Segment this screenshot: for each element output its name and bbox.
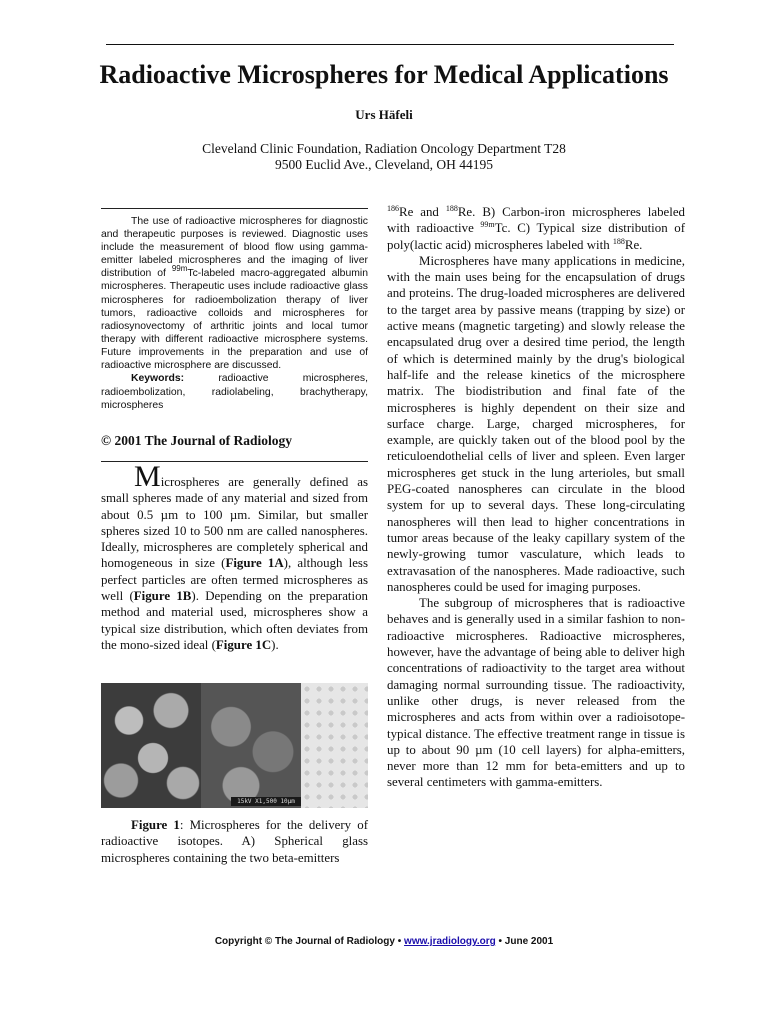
intro-paragraph <box>101 459 368 653</box>
abstract-top-rule <box>101 208 368 209</box>
figure-1-label: Figure 1 <box>131 818 180 833</box>
journal-website-link[interactable]: www.jradiology.org <box>404 936 496 947</box>
abstract-text-1: The use of radioactive microspheres for diagnostic and therapeutic purposes is reviewed. Diagnostic uses include the measurement of blood flow using gamma-emitter labeled microspheres and the imaging of liver distribution of <box>101 216 368 280</box>
cont-text-2: Re. B) Carbon-iron microspheres labeled with radioactive <box>387 205 685 236</box>
sup-188-b: 188 <box>612 236 625 246</box>
figure-1c-panel <box>301 683 368 808</box>
caption-continuation <box>387 204 685 253</box>
abstract-superscript: 99m <box>171 264 188 274</box>
intro-text-2: ), although less perfect particles are often termed microspheres as well ( <box>101 556 368 603</box>
footer-date: June 2001 <box>504 936 554 947</box>
para-2-text: The subgroup of microspheres that is radioactive behaves and is generally used in a similar fashion to non-radioactive microspheres. Radioactive microspheres, however, have the advantage of being able to deliver high concentrations of radioactivity to the target area without damaging normal surrounding tissue. The radioactivity, unlike other drugs, is never released from the microspheres and acts from within over a radioisotope-typical distance. The effective treatment range in tissue is up to about 90 µm (10 cell layers) for alpha-emitters, never more than 12 mm for beta-emitters and up to several centimeters with gamma-emitters. <box>387 596 686 790</box>
figure-1b-panel <box>201 683 301 808</box>
author-name: Urs Häfeli <box>355 107 413 122</box>
para-1-text: Microspheres have many applications in medicine, with the main uses being for the encapsulation of drugs and proteins. The drug-loaded microspheres are delivered to the target area by passive means (trapping by size) or active means (magnetic targeting) and slowly release the encapsulated drug over a desired time period, the length of which is determined mainly by the drug's biological half-life and the release kinetics of the microsphere matrix. The biodistribution and final fate of the microspheres is highly dependent on their size and surface charge. Large, charged microspheres, for example, are quickly taken out of the blood pool by the reticuloendothelial cells of liver and spleen. Even larger microspheres get stuck in the lung arterioles, but small PEG-coated nanospheres can circulate in the blood system for up to several days. These long-circulating nanospheres will then lead to higher concentrations in tumor areas because of the leaky capillary system of the newly-growing tumor vasculature, which leads to extravasation of the nanospheres. Made radioactive, such nanospheres could be used for imaging purposes. <box>387 253 685 594</box>
sup-99m: 99m <box>480 220 495 230</box>
figure-1a-ref[interactable]: Figure 1A <box>225 556 284 571</box>
affiliation-line-2: 9500 Euclid Ave., Cleveland, OH 44195 <box>275 157 493 172</box>
figure-1-caption-text: : Microspheres for the delivery of radioactive isotopes. A) Spherical glass microspheres containing the two beta-emitters <box>101 818 368 865</box>
keywords <box>101 372 368 413</box>
left-column <box>101 208 368 866</box>
figure-1c-ref[interactable]: Figure 1C <box>215 637 272 652</box>
figure-1a-panel <box>101 683 201 808</box>
cont-text-1: Re and <box>399 205 446 219</box>
footer-bullet-2: • <box>498 936 503 947</box>
keywords-label: Keywords: <box>131 373 185 385</box>
body-paragraph-1 <box>387 253 685 595</box>
abstract-text-2: Tc-labeled macro-aggregated albumin microspheres. Therapeutic uses include radioactive glass microspheres for radioembolization therapy of liver tumors, radioactive colloids and microspheres for radiosynovectomy of arthritic joints and local tumor therapy with different radioactive microsphere systems. Future improvements in the preparation and use of radioactive microsphere are discussed. <box>101 268 368 372</box>
intro-text-4: ). <box>271 637 279 652</box>
title-top-rule <box>106 44 674 45</box>
journal-copyright: © 2001 The Journal of Radiology <box>101 432 292 448</box>
paper-title: Radioactive Microspheres for Medical Applications <box>99 60 669 89</box>
intro-text-1: icrospheres are generally defined as small spheres made of any material and sized from about 0.5 µm to 100 µm. Similar, but smaller spheres sized 10 to 500 nm are called nanospheres. Ideally, microspheres are completely spherical and homogeneous in size ( <box>101 474 368 571</box>
keywords-text: radioactive microspheres, radioembolization, radiolabeling, brachytherapy, microspheres <box>101 373 368 412</box>
cont-text-4: Re. <box>624 237 643 252</box>
affiliation <box>0 141 768 173</box>
page-footer <box>0 936 768 947</box>
footer-bullet-1: • <box>397 936 402 947</box>
figure-1-image <box>101 683 368 808</box>
cont-text-3: Tc. C) Typical size distribution of poly(lactic acid) microspheres labeled with <box>387 221 686 252</box>
right-column <box>387 204 685 791</box>
abstract <box>101 215 368 372</box>
sup-188: 188 <box>445 204 458 213</box>
sup-186: 186 <box>387 204 399 213</box>
sem-scale-bar: 15kV X1,500 10µm <box>231 797 301 806</box>
figure-1b-ref[interactable]: Figure 1B <box>133 588 192 603</box>
footer-copyright: Copyright © The Journal of Radiology <box>214 936 395 947</box>
dropcap-letter: M <box>134 459 161 493</box>
body-paragraph-2 <box>387 595 685 791</box>
affiliation-line-1: Cleveland Clinic Foundation, Radiation Oncology Department T28 <box>202 141 566 156</box>
figure-1-caption <box>101 817 368 866</box>
intro-text-3: ). Depending on the preparation method and material used, microspheres show a typical size distribution, which often deviates from the mono-sized ideal ( <box>101 588 368 652</box>
